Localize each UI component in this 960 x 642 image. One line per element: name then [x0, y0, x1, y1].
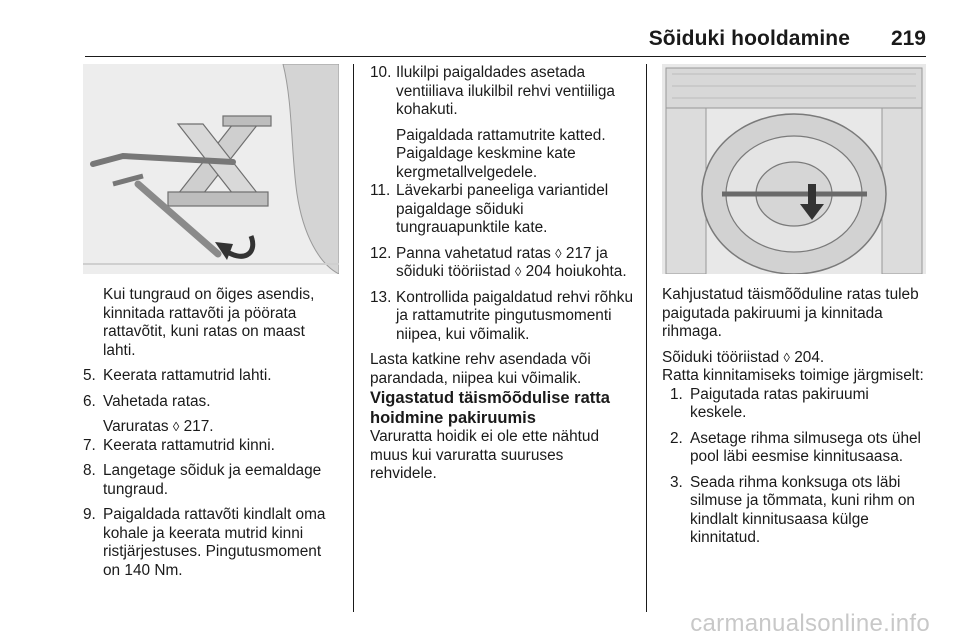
note-paragraph: Lasta katkine rehv asendada või parandada, niipea kui võimalik.: [370, 351, 591, 387]
watermark: carmanualsonline.info: [690, 610, 930, 637]
sub-paragraph: Paigaldage keskmine kate kergmetallvelgedele.: [396, 145, 576, 181]
list-item: 3. Seada rihma konksuga ots läbi silmuse ja tõmmata, kuni rihm on kindlalt kinnitusaasa külge kinnitatud.: [670, 473, 915, 546]
section-title: Sõiduki hooldamine: [648, 27, 850, 50]
column-divider-1: [353, 64, 354, 612]
column-3: [662, 64, 928, 555]
list-item: 6. Vahetada ratas.: [83, 392, 211, 410]
section-heading: Vigastatud täismõõdulise ratta hoidmine pakiruumis: [370, 389, 610, 427]
page-header: [0, 0, 960, 56]
list-item: 5. Keerata rattamutrid lahti.: [83, 367, 272, 384]
list-item: 8. Langetage sõiduk ja eemaldage tungraud.: [83, 462, 322, 498]
header-rule: [85, 56, 926, 57]
cross-reference: Sõiduki tööriistad ◊ 204.: [662, 348, 825, 366]
column-2: [370, 64, 634, 484]
column-1: [83, 64, 341, 587]
illustration-caption: Kui tungraud on õiges asendis, kinnitada rattavõti ja pöörata rattavõtit, kuni ratas on maast lahti.: [103, 286, 315, 359]
reference-icon: ◊: [514, 264, 522, 279]
list-item: 9. Paigaldada rattavõti kindlalt oma kohale ja keerata mutrid kinni ristjärjestuses. Pingutusmoment on 140 Nm.: [83, 506, 326, 579]
illustration-caption: Kahjustatud täismõõduline ratas tuleb paigutada pakiruumi ja kinnitada rihmaga.: [662, 286, 919, 340]
list-item: 7. Keerata rattamutrid kinni.: [83, 436, 275, 454]
reference-icon: ◊: [783, 349, 790, 365]
body-paragraph: Varuratta hoidik ei ole ette nähtud muus kui varuratta suuruses rehvidele.: [370, 428, 600, 482]
numbered-list: [662, 386, 928, 548]
list-item: 13. Kontrollida paigaldatud rehvi rõhku ja rattamutrite pingutusmomenti niipea, kui võimalik.: [370, 288, 633, 343]
cross-reference: Varuratas ◊ 217.: [103, 418, 214, 435]
column-divider-2: [646, 64, 647, 612]
intro-paragraph: Ratta kinnitamiseks toimige järgmiselt:: [662, 367, 924, 384]
list-item: 1. Paigutada ratas pakiruumi keskele.: [670, 385, 869, 421]
list-item: 11. Lävekarbi paneeliga variantidel paigaldage sõiduki tungrauapunktile kate.: [370, 182, 609, 236]
list-item: 10. Ilukilpi paigaldades asetada ventiiliava ilukilbil rehvi ventiiliga kohakuti.: [370, 64, 615, 118]
jack-illustration: [83, 64, 339, 274]
list-item: 2. Asetage rihma silmusega ots ühel pool läbi eesmise kinnitusaasa.: [670, 429, 921, 465]
reference-icon: ◊: [172, 419, 180, 434]
list-item: 12. Panna vahetatud ratas ◊ 217 ja sõiduki tööriistad ◊ 204 hoiukohta.: [370, 244, 627, 280]
sub-paragraph: Paigaldada rattamutrite katted.: [396, 126, 606, 144]
trunk-spare-wheel-illustration: [662, 64, 926, 274]
reference-icon: ◊: [555, 245, 562, 261]
page-number: 219: [890, 27, 926, 50]
